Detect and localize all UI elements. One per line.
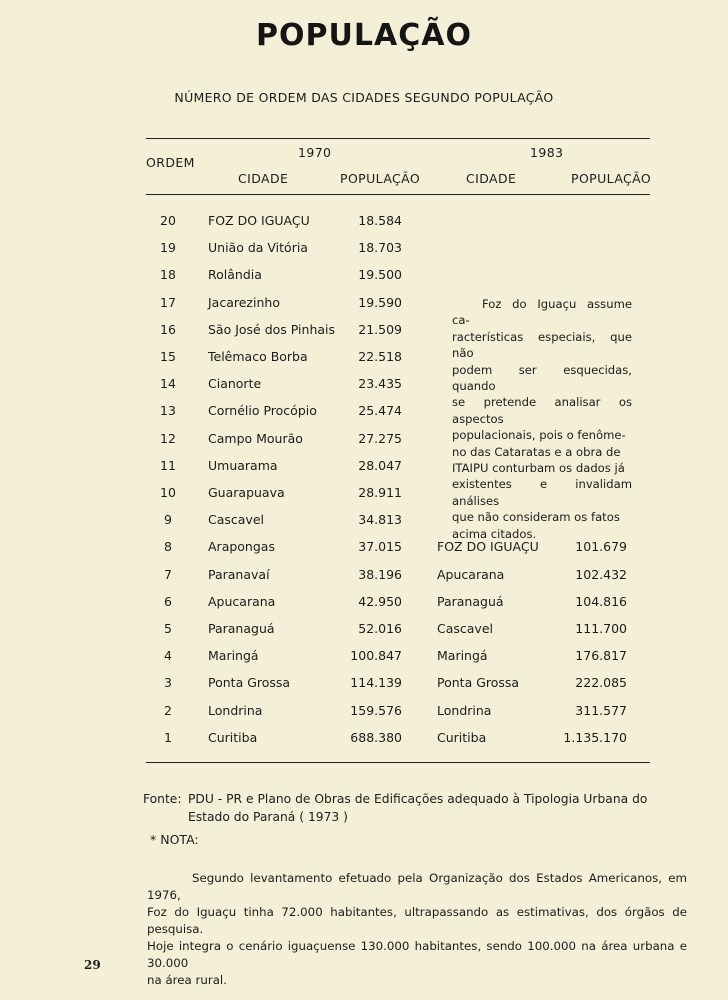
nota-line: Hoje integra o cenário iguaçuense 130.000 habitantes, sendo 100.000 na área urbana e 30.000 — [147, 939, 687, 970]
population-1970-cell: 42.950 — [358, 593, 402, 609]
population-1970-cell: 52.016 — [358, 621, 402, 636]
population-1970-cell: 159.576 — [350, 702, 402, 718]
note-line: racterísticas especiais, que não — [452, 329, 632, 361]
population-1983-cell: 1.135.170 — [563, 729, 627, 745]
table-bottom-rule — [146, 762, 650, 763]
ordem-cell: 6 — [164, 593, 172, 609]
table-row — [0, 539, 728, 566]
ordem-cell: 14 — [160, 376, 176, 392]
city-1983-cell: Maringá — [437, 648, 488, 664]
population-1970-cell: 34.813 — [358, 512, 402, 528]
population-1970-cell: 21.509 — [358, 321, 402, 337]
ordem-cell: 17 — [160, 294, 176, 310]
nota-line: na área rural. — [147, 973, 227, 987]
population-1970-cell: 114.139 — [350, 675, 402, 691]
population-1983-cell: 104.816 — [575, 593, 627, 609]
ordem-cell: 13 — [160, 403, 176, 419]
ordem-cell: 8 — [164, 539, 172, 555]
city-1983-cell: Apucarana — [437, 566, 505, 582]
year-1970-header: 1970 — [298, 145, 332, 160]
city-1970-cell: FOZ DO IGUAÇU — [208, 213, 310, 228]
city-1983-cell: Ponta Grossa — [437, 675, 520, 691]
note-line: podem ser esquecidas, quando — [452, 362, 632, 394]
city-1983-cell: Londrina — [437, 702, 492, 718]
city-1970-cell: Paranavaí — [208, 566, 270, 582]
population-1970-cell: 18.584 — [358, 213, 402, 228]
population-1970-cell: 28.047 — [358, 457, 402, 473]
population-1970-cell: 28.911 — [358, 485, 402, 500]
ordem-header: ORDEM — [146, 155, 195, 170]
city-1970-cell: Londrina — [208, 702, 263, 718]
note-line: no das Cataratas e a obra de — [452, 444, 621, 459]
population-1970-cell: 23.435 — [358, 376, 402, 392]
city-1983-cell: Cascavel — [437, 621, 493, 636]
city-1970-cell: Telêmaco Borba — [208, 349, 308, 364]
city-1970-cell: Jacarezinho — [208, 294, 280, 310]
table-subtitle: NÚMERO DE ORDEM DAS CIDADES SEGUNDO POPULAÇÃO — [174, 90, 554, 105]
ordem-cell: 2 — [164, 702, 172, 718]
city-1970-cell: Arapongas — [208, 539, 275, 555]
note-line: Foz do Iguaçu assume ca- — [452, 297, 632, 328]
ordem-cell: 18 — [160, 267, 176, 283]
ordem-cell: 11 — [160, 457, 176, 473]
nota-line: Foz do Iguaçu tinha 72.000 habitantes, ultrapassando as estimativas, dos órgãos de pesquisa. — [147, 905, 687, 936]
populacao-1970-header: POPULAÇÃO — [340, 171, 421, 186]
city-1970-cell: Maringá — [208, 648, 259, 664]
population-1970-cell: 37.015 — [358, 539, 402, 555]
table-row — [0, 648, 728, 675]
city-1970-cell: Curitiba — [208, 729, 258, 745]
population-1983-cell: 222.085 — [575, 675, 627, 691]
year-1983-header: 1983 — [530, 145, 564, 160]
population-1970-cell: 22.518 — [358, 349, 402, 364]
city-1983-cell: FOZ DO IGUAÇU — [437, 539, 539, 555]
population-1970-cell: 27.275 — [358, 430, 402, 446]
city-1970-cell: Cornélio Procópio — [208, 403, 317, 419]
population-1970-cell: 100.847 — [350, 648, 402, 664]
population-1983-cell: 101.679 — [575, 539, 627, 555]
ordem-cell: 15 — [160, 349, 176, 364]
note-line: existentes e invalidam análises — [452, 477, 632, 508]
table-row — [0, 594, 728, 621]
table-row — [0, 730, 728, 757]
table-top-rule — [146, 138, 650, 139]
population-1970-cell: 38.196 — [358, 566, 402, 582]
population-1983-cell: 102.432 — [575, 566, 627, 582]
population-1970-cell: 18.703 — [358, 240, 402, 256]
city-1970-cell: Cianorte — [208, 376, 262, 392]
foz-note-box — [452, 296, 632, 542]
page-number: 29 — [84, 958, 101, 972]
city-1983-cell: Curitiba — [437, 729, 487, 745]
table-row — [0, 567, 728, 594]
ordem-cell: 20 — [160, 213, 176, 228]
population-1970-cell: 19.590 — [358, 294, 402, 310]
table-row — [0, 621, 728, 648]
ordem-cell: 4 — [164, 648, 172, 664]
population-1970-cell: 25.474 — [358, 403, 402, 419]
source-text: PDU - PR e Plano de Obras de Edificações adequado à Tipologia Urbana do Estado do Paraná ( 1973 ) — [188, 792, 648, 824]
city-1970-cell: Rolândia — [208, 267, 262, 283]
table-row — [0, 675, 728, 702]
source-label: Fonte: — [143, 792, 182, 806]
cidade-1970-header: CIDADE — [238, 171, 289, 186]
ordem-cell: 10 — [160, 485, 176, 500]
city-1970-cell: São José dos Pinhais — [208, 321, 336, 337]
ordem-cell: 12 — [160, 430, 176, 446]
ordem-cell: 1 — [164, 729, 172, 745]
nota-label: * NOTA: — [150, 832, 199, 847]
city-1970-cell: Guarapuava — [208, 485, 285, 500]
nota-line: Segundo levantamento efetuado pela Organização dos Estados Americanos, em 1976, — [147, 871, 687, 902]
table-row — [0, 703, 728, 730]
ordem-cell: 3 — [164, 675, 172, 691]
table-header-rule — [146, 194, 650, 195]
city-1970-cell: Ponta Grossa — [208, 675, 291, 691]
table-row — [0, 213, 728, 240]
note-line: ITAIPU conturbam os dados já — [452, 461, 625, 476]
city-1970-cell: União da Vitória — [208, 240, 308, 256]
ordem-cell: 19 — [160, 240, 176, 256]
page-title: POPULAÇÃO — [256, 18, 472, 53]
population-1983-cell: 111.700 — [575, 621, 627, 636]
population-1983-cell: 311.577 — [575, 702, 627, 718]
city-1970-cell: Umuarama — [208, 457, 278, 473]
population-1970-cell: 688.380 — [350, 729, 402, 745]
populacao-1983-header: POPULAÇÃO — [571, 171, 652, 186]
city-1970-cell: Paranaguá — [208, 621, 275, 636]
note-line: acima citados. — [452, 526, 537, 541]
table-row — [0, 267, 728, 294]
note-line: que não consideram os fatos — [452, 510, 620, 525]
city-1970-cell: Cascavel — [208, 512, 264, 528]
ordem-cell: 5 — [164, 621, 172, 636]
nota-paragraph — [147, 870, 687, 989]
ordem-cell: 16 — [160, 321, 176, 337]
note-line: se pretende analisar os aspectos — [452, 395, 632, 426]
note-line: populacionais, pois o fenôme- — [452, 428, 626, 443]
table-row — [0, 240, 728, 267]
city-1983-cell: Paranaguá — [437, 593, 504, 609]
city-1970-cell: Apucarana — [208, 593, 276, 609]
population-1983-cell: 176.817 — [575, 648, 627, 664]
ordem-cell: 7 — [164, 566, 172, 582]
city-1970-cell: Campo Mourão — [208, 430, 303, 446]
cidade-1983-header: CIDADE — [466, 171, 517, 186]
ordem-cell: 9 — [164, 512, 172, 528]
population-1970-cell: 19.500 — [358, 267, 402, 283]
